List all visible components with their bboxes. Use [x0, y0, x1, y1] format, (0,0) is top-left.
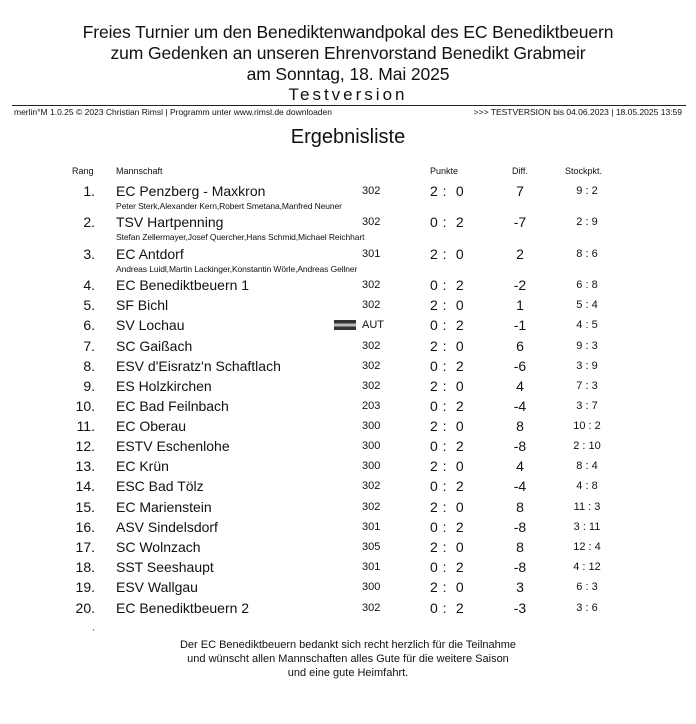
points-cell: 0 : 2	[430, 559, 465, 575]
diff-cell: 6	[516, 338, 524, 354]
diff-cell: -2	[513, 277, 527, 293]
rank-cell: 16.	[75, 519, 95, 535]
rank-cell: 8.	[83, 358, 95, 374]
stock-points-cell: 9 : 3	[576, 340, 598, 352]
diff-cell: 2	[516, 246, 524, 262]
rank-cell: 11.	[76, 418, 95, 434]
diff-cell: -3	[513, 600, 527, 616]
closing-line-3: und eine gute Heimfahrt.	[287, 667, 409, 679]
team-code: 300	[362, 460, 381, 472]
team-code: 300	[362, 581, 381, 593]
column-header-diff: Diff.	[512, 166, 528, 176]
team-name: EC Antdorf	[116, 246, 184, 262]
diff-cell: 4	[516, 458, 524, 474]
team-players: Andreas Luidl,Martin Lackinger,Konstantin Wörle,Andreas Gellner	[116, 264, 358, 274]
team-name: SC Gaißach	[116, 338, 193, 354]
stock-points-cell: 10 : 2	[573, 420, 601, 432]
points-cell: 2 : 0	[430, 579, 465, 595]
result-row	[0, 418, 696, 438]
team-code: 302	[362, 602, 381, 614]
team-code: 302	[362, 279, 381, 291]
points-cell: 0 : 2	[430, 438, 465, 454]
rank-cell: 4.	[83, 277, 95, 293]
team-name: EC Benediktbeuern 1	[116, 277, 250, 293]
team-code: 302	[362, 360, 381, 372]
team-name: SST Seeshaupt	[116, 559, 214, 575]
team-code: 302	[362, 299, 381, 311]
team-code: 302	[362, 501, 381, 513]
team-name: ESV Wallgau	[116, 579, 198, 595]
title-line-2: zum Gedenken an unseren Ehrenvorstand Benedikt Grabmeir	[110, 43, 586, 63]
points-cell: 2 : 0	[430, 297, 465, 313]
team-name: ESV d'Eisratz'n Schaftlach	[116, 358, 281, 374]
team-name: SF Bichl	[116, 297, 169, 313]
points-cell: 0 : 2	[430, 600, 465, 616]
stock-points-cell: 6 : 8	[576, 279, 598, 291]
result-row	[0, 600, 696, 620]
closing-message	[0, 638, 696, 680]
stock-points-cell: 4 : 12	[573, 561, 601, 573]
team-name: ESTV Eschenlohe	[116, 438, 230, 454]
points-cell: 2 : 0	[430, 378, 465, 394]
points-cell: 2 : 0	[430, 246, 465, 262]
result-row	[0, 297, 696, 317]
result-row	[0, 438, 696, 458]
team-code: 302	[362, 380, 381, 392]
rank-cell: 20.	[75, 600, 95, 616]
column-header-points: Punkte	[430, 166, 459, 176]
team-name: ESC Bad Tölz	[116, 478, 204, 494]
diff-cell: 8	[516, 418, 524, 434]
stock-points-cell: 5 : 4	[576, 299, 598, 311]
diff-cell: -4	[513, 398, 527, 414]
team-name: EC Penzberg - Maxkron	[116, 183, 266, 199]
result-row	[0, 277, 696, 297]
result-row	[0, 458, 696, 478]
rank-cell: 3.	[83, 246, 95, 262]
diff-cell: -6	[513, 358, 527, 374]
stock-points-cell: 3 : 7	[576, 400, 598, 412]
diff-cell: 3	[516, 579, 524, 595]
points-cell: 0 : 2	[430, 317, 465, 333]
result-row	[0, 378, 696, 398]
points-cell: 0 : 2	[430, 277, 465, 293]
stock-points-cell: 4 : 5	[576, 319, 598, 331]
rank-cell: 19.	[75, 579, 95, 595]
team-players: Stefan Zellermayer,Josef Quercher,Hans Schmid,Michael Reichhart	[116, 232, 365, 242]
team-code: 301	[362, 248, 381, 260]
stock-points-cell: 2 : 10	[573, 440, 601, 452]
rank-cell: 12.	[75, 438, 95, 454]
stray-mark: '	[93, 628, 95, 637]
stock-points-cell: 6 : 3	[576, 581, 598, 593]
result-row	[0, 317, 696, 337]
rank-cell: 2.	[83, 214, 95, 230]
team-name: TSV Hartpenning	[116, 214, 224, 230]
diff-cell: 8	[516, 539, 524, 555]
points-cell: 2 : 0	[430, 499, 465, 515]
diff-cell: -1	[513, 317, 527, 333]
result-row	[0, 478, 696, 498]
result-row	[0, 398, 696, 418]
team-code: 302	[362, 480, 381, 492]
points-cell: 0 : 2	[430, 214, 465, 230]
stock-points-cell: 12 : 4	[573, 541, 601, 553]
diff-cell: 4	[516, 378, 524, 394]
team-code: 301	[362, 521, 381, 533]
team-code: 300	[362, 440, 381, 452]
points-cell: 0 : 2	[430, 398, 465, 414]
team-code: 203	[362, 400, 381, 412]
diff-cell: 1	[516, 297, 524, 313]
stock-points-cell: 3 : 11	[573, 521, 601, 533]
country-flag-icon	[334, 320, 356, 330]
title-line-3: am Sonntag, 18. Mai 2025	[246, 64, 450, 84]
stock-points-cell: 4 : 8	[576, 480, 598, 492]
team-name: EC Bad Feilnbach	[116, 398, 229, 414]
stock-points-cell: 8 : 4	[576, 460, 598, 472]
title-line-1: Freies Turnier um den Benediktenwandpokal des EC Benediktbeuern	[82, 22, 614, 42]
result-row	[0, 246, 696, 274]
points-cell: 2 : 0	[430, 458, 465, 474]
rank-cell: 5.	[83, 297, 95, 313]
rank-cell: 10.	[75, 398, 95, 414]
team-name: ES Holzkirchen	[116, 378, 212, 394]
header-divider	[12, 105, 686, 106]
rank-cell: 6.	[83, 317, 95, 333]
column-header-team: Mannschaft	[116, 166, 163, 176]
team-name: ASV Sindelsdorf	[116, 519, 218, 535]
result-row	[0, 559, 696, 579]
team-name: EC Benediktbeuern 2	[116, 600, 250, 616]
stock-points-cell: 11 : 3	[573, 501, 601, 513]
diff-cell: -4	[513, 478, 527, 494]
result-row	[0, 358, 696, 378]
closing-line-2: und wünscht allen Mannschaften alles Gute für die weitere Saison	[187, 653, 509, 665]
points-cell: 0 : 2	[430, 478, 465, 494]
rank-cell: 9.	[83, 378, 95, 394]
stock-points-cell: 3 : 6	[576, 602, 598, 614]
diff-cell: 7	[516, 183, 524, 199]
team-code: 305	[362, 541, 381, 553]
rank-cell: 7.	[83, 338, 95, 354]
results-list-title: Ergebnisliste	[290, 126, 406, 148]
test-version-label: Testversion	[288, 85, 408, 104]
result-row	[0, 539, 696, 559]
stock-points-cell: 7 : 3	[576, 380, 598, 392]
team-name: SV Lochau	[116, 317, 185, 333]
points-cell: 2 : 0	[430, 539, 465, 555]
result-row	[0, 519, 696, 539]
rank-cell: 1.	[83, 183, 95, 199]
points-cell: 0 : 2	[430, 358, 465, 374]
diff-cell: 8	[516, 499, 524, 515]
diff-cell: -8	[513, 559, 527, 575]
team-name: EC Krün	[116, 458, 169, 474]
team-code: 300	[362, 420, 381, 432]
rank-cell: 14.	[75, 478, 95, 494]
stock-points-cell: 8 : 6	[576, 248, 598, 260]
result-row	[0, 499, 696, 519]
column-header-rank: Rang	[72, 166, 94, 176]
team-name: SC Wolnzach	[116, 539, 201, 555]
team-code: 301	[362, 561, 381, 573]
result-row	[0, 579, 696, 599]
rank-cell: 17.	[75, 539, 95, 555]
team-players: Peter Sterk,Alexander Kern,Robert Smetana,Manfred Neuner	[116, 201, 342, 211]
document-header	[0, 22, 696, 104]
column-header-stock: Stockpkt.	[565, 166, 603, 176]
points-cell: 2 : 0	[430, 183, 465, 199]
team-code: AUT	[362, 319, 384, 331]
result-row	[0, 338, 696, 358]
rank-cell: 13.	[75, 458, 95, 474]
diff-cell: -8	[513, 438, 527, 454]
diff-cell: -8	[513, 519, 527, 535]
team-code: 302	[362, 216, 381, 228]
result-row	[0, 214, 696, 242]
rank-cell: 18.	[75, 559, 95, 575]
team-code: 302	[362, 340, 381, 352]
points-cell: 0 : 2	[430, 519, 465, 535]
result-row	[0, 183, 696, 211]
team-name: EC Oberau	[116, 418, 187, 434]
diff-cell: -7	[513, 214, 527, 230]
test-version-info: >>> TESTVERSION bis 04.06.2023 | 18.05.2025 13:59	[473, 107, 682, 117]
points-cell: 2 : 0	[430, 338, 465, 354]
points-cell: 2 : 0	[430, 418, 465, 434]
stock-points-cell: 3 : 9	[576, 360, 598, 372]
team-name: EC Marienstein	[116, 499, 212, 515]
program-credit: merlin°M 1.0.25 © 2023 Christian Rimsl | Programm unter www.rimsl.de downloaden	[14, 107, 332, 117]
stock-points-cell: 2 : 9	[576, 216, 598, 228]
rank-cell: 15.	[75, 499, 95, 515]
closing-line-1: Der EC Benediktbeuern bedankt sich recht herzlich für die Teilnahme	[179, 639, 517, 651]
stock-points-cell: 9 : 2	[576, 185, 598, 197]
team-code: 302	[362, 185, 381, 197]
